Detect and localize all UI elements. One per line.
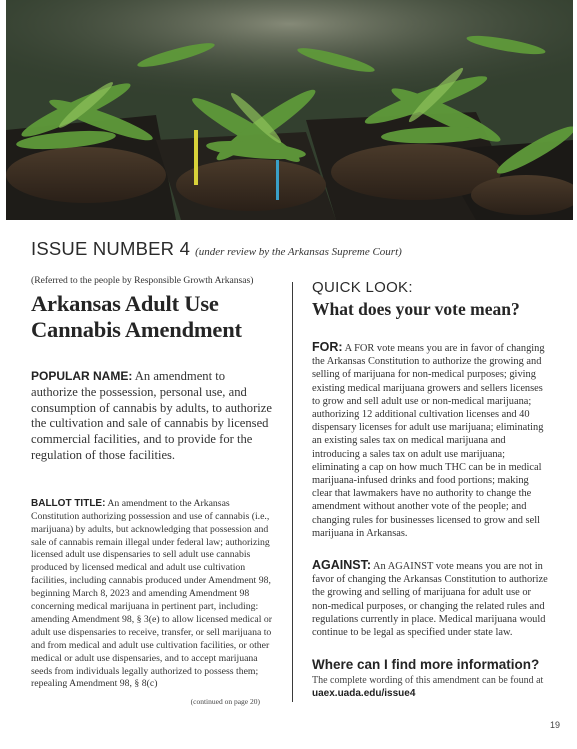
against-label: AGAINST: xyxy=(312,558,372,573)
ballot-title-label: BALLOT TITLE: xyxy=(31,497,106,509)
column-divider xyxy=(292,282,293,702)
issue-note: (under review by the Arkansas Supreme Court) xyxy=(195,246,402,258)
for-label: FOR: xyxy=(312,340,343,354)
more-info-link[interactable]: uaex.uada.edu/issue4 xyxy=(312,688,416,700)
more-info-heading: Where can I find more information? xyxy=(312,657,540,673)
referred-note: (Referred to the people by Responsible Growth Arkansas) xyxy=(31,275,254,286)
page-number: 19 xyxy=(549,720,560,730)
more-info-text xyxy=(312,674,549,700)
for-paragraph xyxy=(312,341,549,540)
ballot-title-text: An amendment to the Arkansas Constitution authorizing possession and use of cannabis (i.e., marijuana) by adults, but acknowledging that possession and sale of cannabis remain illegal under federal law; authorizing licensed adult use dispensaries to sell adult use cannabis produced by licensed medical and adult use cultivation facilities, including cannabis produced under Amendment 98, beginning March 8, 2023 and amending Amendment 98 concerning medical marijuana in pertinent part, including: amending Amendment 98, § 3(e) to allow licensed medical or adult use dispensaries to receive, transfer, or sell marijuana to and from medical and adult use cultivation facilities, or other medical or adult use dispensaries, and to accept marijuana seeds from individuals legally authorized to possess them; repealing Amendment 98, § 8(c) xyxy=(31,497,272,690)
left-column xyxy=(31,272,274,706)
quick-look-label: QUICK LOOK: xyxy=(312,279,413,296)
popular-name-text: An amendment to authorize the possession, personal use, and consumption of cannabis by adults, to authorize the cultivation and sale of cannabis by licensed commercial facilities, and to provide for the regulation of those facilities. xyxy=(31,369,272,462)
for-text: A FOR vote means you are in favor of changing the Arkansas Constitution to authorize the growing and selling of marijuana for non-medical purposes; giving existing medical marijuana growers and sellers licenses to grow and sell adult use or non-medical marijuana; authorizing 12 additional cultivation licenses and 40 dispensary licenses for adult use marijuana; eliminating an existing sales tax on medical marijuana and introducing a sales tax on adult use marijuana; eliminating a cap on how much THC can be in medical marijuana-infused drinks and food portions; making clear that lawmakers have no authority to change the amendment without another vote of the people; and changing rules for businesses licensed to grow and sell marijuana in Arkansas. xyxy=(312,343,545,539)
amendment-title xyxy=(31,291,274,343)
cannabis-plants-photo xyxy=(6,0,573,220)
continued-note: (continued on page 20) xyxy=(190,697,260,707)
title-line-2: Cannabis Amendment xyxy=(31,317,242,342)
issue-header xyxy=(31,238,402,260)
popular-name xyxy=(31,369,274,464)
title-line-1: Arkansas Adult Use xyxy=(31,291,219,316)
against-paragraph xyxy=(312,559,549,639)
popular-name-label: POPULAR NAME: xyxy=(31,369,133,383)
more-info-body: The complete wording of this amendment can be found at xyxy=(312,675,544,687)
issue-number: ISSUE NUMBER 4 xyxy=(31,238,191,259)
quick-look-question: What does your vote mean? xyxy=(312,299,520,319)
against-text: An AGAINST vote means you are not in favor of changing the Arkansas Constitution to authorize the growing and selling of marijuana for adult use or non-medical purposes, or changing the related rules and regulations currently in place. Medical marijuana would continue to be legal as specified under state law. xyxy=(312,561,548,639)
right-column xyxy=(312,272,549,700)
ballot-title xyxy=(31,498,274,692)
